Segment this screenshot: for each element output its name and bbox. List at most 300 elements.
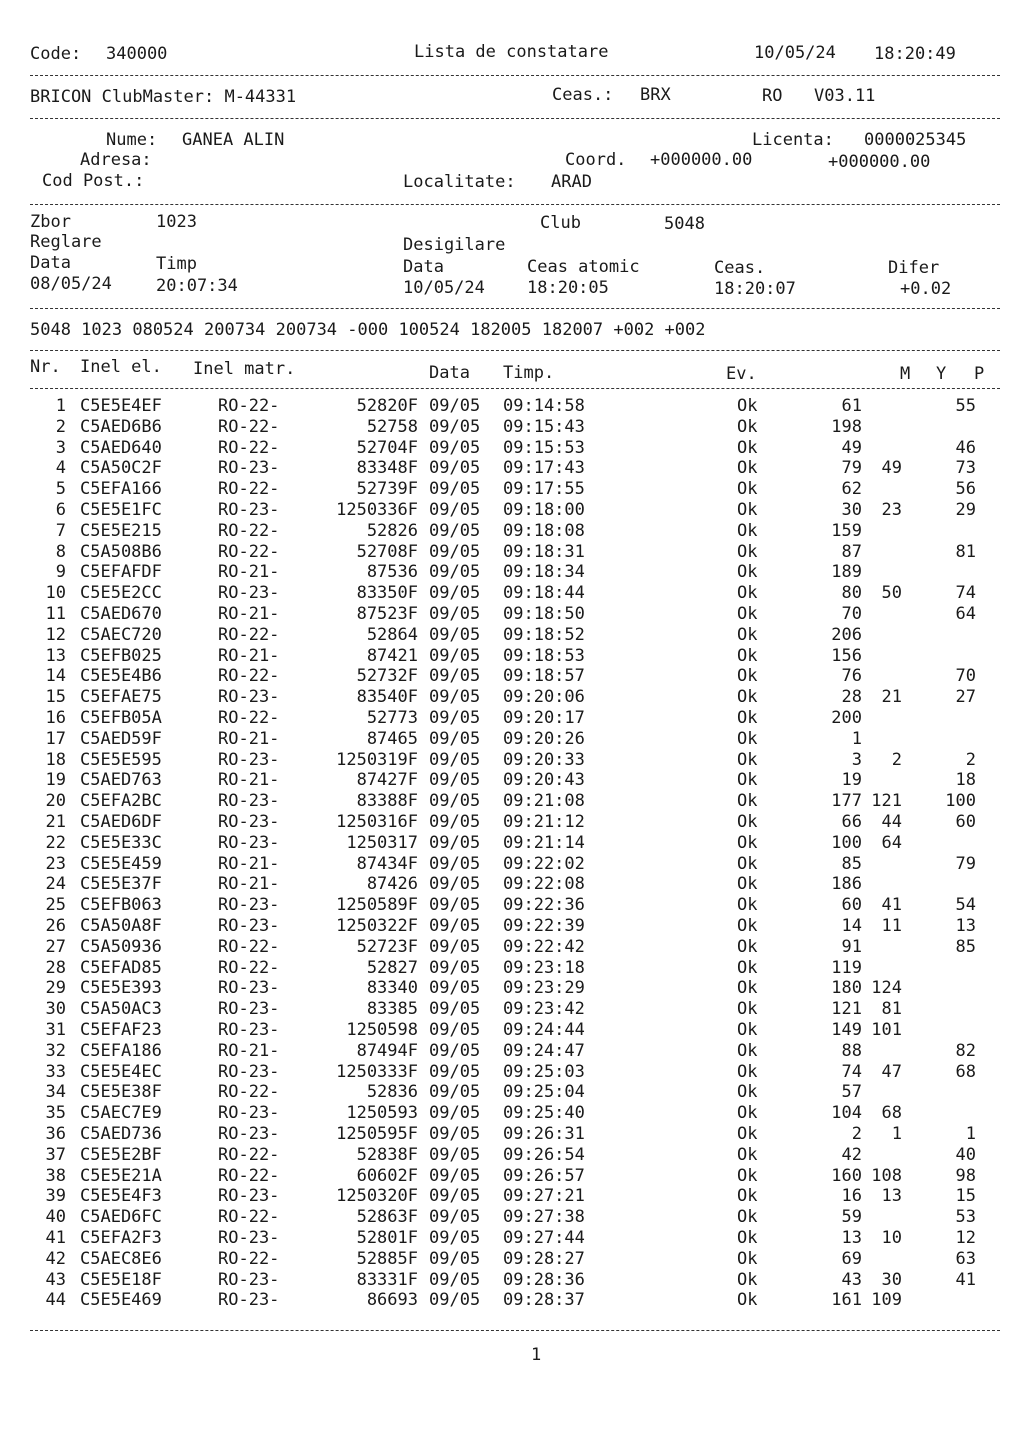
arrival-date: 09/05 xyxy=(429,1248,481,1269)
row-number: 18 xyxy=(45,749,66,770)
ring-number: 87427F xyxy=(356,770,418,791)
electronic-ring: C5EFAFDF xyxy=(80,562,162,583)
arrival-date: 09/05 xyxy=(429,728,481,749)
electronic-ring: C5A50C2F xyxy=(80,458,162,479)
row-number: 36 xyxy=(45,1124,66,1144)
table-row xyxy=(0,562,1024,583)
ring-prefix: RO-23- xyxy=(218,978,280,999)
event-status: Ok xyxy=(737,728,758,749)
table-row xyxy=(0,438,1024,459)
rank-m: 42 xyxy=(841,1144,862,1165)
arrival-time: 09:22:08 xyxy=(503,874,585,895)
table-row xyxy=(0,1062,1024,1083)
postal-code-label: Cod Post.: xyxy=(42,171,145,191)
arrival-time: 09:25:40 xyxy=(503,1103,585,1124)
ring-number: 1250319F xyxy=(336,749,418,770)
table-row xyxy=(0,978,1024,999)
row-number: 20 xyxy=(45,791,66,812)
electronic-ring: C5E5E18F xyxy=(80,1269,162,1290)
arrival-date: 09/05 xyxy=(429,916,481,936)
ring-number: 52836 xyxy=(366,1082,418,1103)
event-status: Ok xyxy=(737,916,758,936)
row-number: 39 xyxy=(45,1186,66,1207)
flight-number: 1023 xyxy=(156,212,197,232)
rank-m: 60 xyxy=(841,895,862,916)
event-status: Ok xyxy=(737,500,758,520)
electronic-ring: C5AEC7E9 xyxy=(80,1103,162,1124)
arrival-date: 09/05 xyxy=(429,437,481,458)
ring-number: 83388F xyxy=(356,791,418,812)
ring-number: 83350F xyxy=(356,583,418,604)
ring-number: 52863F xyxy=(356,1207,418,1228)
table-row xyxy=(0,958,1024,979)
row-number: 38 xyxy=(45,1165,66,1186)
arrival-date: 09/05 xyxy=(429,1020,481,1040)
row-number: 43 xyxy=(45,1269,66,1290)
arrival-time: 09:20:17 xyxy=(503,708,585,728)
ring-prefix: RO-22- xyxy=(218,957,280,978)
ring-number: 52773 xyxy=(366,708,418,728)
ring-prefix: RO-21- xyxy=(218,770,280,791)
arrival-time: 09:22:39 xyxy=(503,916,585,936)
table-row xyxy=(0,1290,1024,1311)
rank-p: 56 xyxy=(955,479,976,500)
event-status: Ok xyxy=(737,936,758,957)
ring-prefix: RO-23- xyxy=(218,1061,280,1082)
row-number: 10 xyxy=(45,583,66,604)
ring-prefix: RO-21- xyxy=(218,645,280,666)
row-number: 42 xyxy=(45,1248,66,1269)
ring-prefix: RO-22- xyxy=(218,520,280,541)
ring-prefix: RO-22- xyxy=(218,936,280,957)
ring-prefix: RO-22- xyxy=(218,1165,280,1186)
arrival-time: 09:28:37 xyxy=(503,1290,585,1311)
ring-prefix: RO-22- xyxy=(218,666,280,687)
table-row xyxy=(0,1103,1024,1124)
code-label: Code: xyxy=(30,44,82,64)
event-status: Ok xyxy=(737,479,758,500)
rank-m: 80 xyxy=(841,583,862,604)
rank-m: 79 xyxy=(841,458,862,479)
rank-p: 82 xyxy=(955,1040,976,1061)
ring-prefix: RO-21- xyxy=(218,853,280,874)
arrival-time: 09:20:33 xyxy=(503,749,585,770)
table-row xyxy=(0,458,1024,479)
flight-label: Zbor xyxy=(30,212,71,232)
table-row xyxy=(0,791,1024,812)
ring-number: 1250320F xyxy=(336,1186,418,1207)
row-number: 2 xyxy=(55,416,66,437)
arrival-date: 09/05 xyxy=(429,853,481,874)
event-status: Ok xyxy=(737,791,758,812)
reglare-label: Reglare xyxy=(30,232,102,252)
ring-prefix: RO-23- xyxy=(218,749,280,770)
rank-m: 76 xyxy=(841,666,862,687)
ring-number: 1250589F xyxy=(336,895,418,916)
electronic-ring: C5AEC8E6 xyxy=(80,1248,162,1269)
ring-number: 52885F xyxy=(356,1248,418,1269)
event-status: Ok xyxy=(737,645,758,666)
desigilare-label: Desigilare xyxy=(403,235,506,255)
event-status: Ok xyxy=(737,895,758,916)
table-row xyxy=(0,500,1024,521)
row-number: 22 xyxy=(45,832,66,853)
event-status: Ok xyxy=(737,874,758,895)
rank-y: 50 xyxy=(881,583,902,604)
table-row xyxy=(0,1020,1024,1041)
rank-m: 57 xyxy=(841,1082,862,1103)
event-status: Ok xyxy=(737,1061,758,1082)
row-number: 11 xyxy=(45,604,66,624)
clock-value: BRX xyxy=(640,85,671,105)
electronic-ring: C5EFB025 xyxy=(80,645,162,666)
rank-p: 54 xyxy=(955,895,976,916)
rank-m: 14 xyxy=(841,916,862,936)
arrival-time: 09:21:14 xyxy=(503,832,585,853)
arrival-time: 09:26:57 xyxy=(503,1165,585,1186)
arrival-date: 09/05 xyxy=(429,541,481,562)
ring-number: 1250333F xyxy=(336,1061,418,1082)
arrival-date: 09/05 xyxy=(429,1165,481,1186)
arrival-time: 09:27:44 xyxy=(503,1228,585,1248)
rank-p: 40 xyxy=(955,1144,976,1165)
row-number: 37 xyxy=(45,1144,66,1165)
rank-y: 81 xyxy=(881,999,902,1020)
row-number: 3 xyxy=(55,437,66,458)
electronic-ring: C5EFAD85 xyxy=(80,957,162,978)
rank-y: 13 xyxy=(881,1186,902,1207)
ring-number: 52708F xyxy=(356,541,418,562)
arrival-time: 09:27:38 xyxy=(503,1207,585,1228)
rank-p: 53 xyxy=(955,1207,976,1228)
electronic-ring: C5E5E215 xyxy=(80,520,162,541)
arrival-date: 09/05 xyxy=(429,583,481,604)
electronic-ring: C5A50AC3 xyxy=(80,999,162,1020)
ring-number: 1250598 xyxy=(346,1020,418,1040)
ring-number: 52732F xyxy=(356,666,418,687)
rank-m: 159 xyxy=(831,520,862,541)
rank-m: 206 xyxy=(831,624,862,645)
rank-p: 18 xyxy=(955,770,976,791)
page-number: 1 xyxy=(531,1345,542,1365)
electronic-ring: C5E5E4EF xyxy=(80,396,162,416)
rank-m: 66 xyxy=(841,812,862,832)
table-row xyxy=(0,1082,1024,1103)
rank-m: 149 xyxy=(831,1020,862,1040)
rank-p: 68 xyxy=(955,1061,976,1082)
table-row xyxy=(0,708,1024,729)
ring-prefix: RO-23- xyxy=(218,999,280,1020)
arrival-time: 09:17:55 xyxy=(503,479,585,500)
row-number: 40 xyxy=(45,1207,66,1228)
table-row xyxy=(0,1124,1024,1145)
electronic-ring: C5E5E2CC xyxy=(80,583,162,604)
rank-m: 59 xyxy=(841,1207,862,1228)
rank-m: 161 xyxy=(831,1290,862,1311)
row-number: 32 xyxy=(45,1040,66,1061)
arrival-time: 09:28:36 xyxy=(503,1269,585,1290)
electronic-ring: C5E5E21A xyxy=(80,1165,162,1186)
event-status: Ok xyxy=(737,624,758,645)
divider xyxy=(30,308,1000,309)
license-label: Licenta: xyxy=(752,130,834,150)
arrival-time: 09:20:26 xyxy=(503,728,585,749)
row-number: 27 xyxy=(45,936,66,957)
rank-y: 23 xyxy=(881,500,902,520)
event-status: Ok xyxy=(737,1082,758,1103)
row-number: 29 xyxy=(45,978,66,999)
arrival-time: 09:23:42 xyxy=(503,999,585,1020)
arrival-date: 09/05 xyxy=(429,936,481,957)
arrival-time: 09:18:00 xyxy=(503,500,585,520)
ring-number: 52758 xyxy=(366,416,418,437)
rank-y: 2 xyxy=(891,749,902,770)
arrival-time: 09:23:29 xyxy=(503,978,585,999)
ring-prefix: RO-22- xyxy=(218,396,280,416)
arrival-time: 09:22:36 xyxy=(503,895,585,916)
arrival-time: 09:26:54 xyxy=(503,1144,585,1165)
event-status: Ok xyxy=(737,853,758,874)
row-number: 25 xyxy=(45,895,66,916)
rank-m: 198 xyxy=(831,416,862,437)
rank-m: 156 xyxy=(831,645,862,666)
arrival-time: 09:14:58 xyxy=(503,396,585,416)
rank-m: 19 xyxy=(841,770,862,791)
event-status: Ok xyxy=(737,1103,758,1124)
ring-prefix: RO-22- xyxy=(218,708,280,728)
ring-number: 52723F xyxy=(356,936,418,957)
rank-p: 60 xyxy=(955,812,976,832)
event-status: Ok xyxy=(737,1165,758,1186)
event-status: Ok xyxy=(737,1269,758,1290)
event-status: Ok xyxy=(737,666,758,687)
arrival-time: 09:24:44 xyxy=(503,1020,585,1040)
col-header-inel-el: Inel el. xyxy=(80,357,162,377)
ring-number: 86693 xyxy=(366,1290,418,1311)
table-row xyxy=(0,750,1024,771)
atomic-clock-label: Ceas atomic xyxy=(527,257,640,277)
rank-y: 101 xyxy=(871,1020,902,1040)
ring-prefix: RO-22- xyxy=(218,437,280,458)
rank-m: 88 xyxy=(841,1040,862,1061)
electronic-ring: C5EFB063 xyxy=(80,895,162,916)
col-header-m: M xyxy=(900,364,911,384)
electronic-ring: C5AED736 xyxy=(80,1124,162,1144)
difference-value: +0.02 xyxy=(900,279,952,299)
ring-prefix: RO-21- xyxy=(218,728,280,749)
electronic-ring: C5E5E4F3 xyxy=(80,1186,162,1207)
rank-p: 1 xyxy=(965,1124,976,1144)
rank-m: 1 xyxy=(851,728,862,749)
rank-y: 49 xyxy=(881,458,902,479)
event-status: Ok xyxy=(737,957,758,978)
arrival-time: 09:18:08 xyxy=(503,520,585,541)
row-number: 1 xyxy=(55,396,66,416)
electronic-ring: C5A50A8F xyxy=(80,916,162,936)
rank-y: 47 xyxy=(881,1061,902,1082)
arrival-date: 09/05 xyxy=(429,687,481,708)
event-status: Ok xyxy=(737,604,758,624)
electronic-ring: C5AED670 xyxy=(80,604,162,624)
ring-prefix: RO-23- xyxy=(218,500,280,520)
ring-prefix: RO-21- xyxy=(218,604,280,624)
ring-prefix: RO-22- xyxy=(218,479,280,500)
electronic-ring: C5AED6DF xyxy=(80,812,162,832)
ring-number: 83331F xyxy=(356,1269,418,1290)
ring-number: 87426 xyxy=(366,874,418,895)
divider xyxy=(30,204,1000,205)
ring-prefix: RO-23- xyxy=(218,812,280,832)
print-time: 18:20:49 xyxy=(874,44,956,64)
row-number: 41 xyxy=(45,1228,66,1248)
ring-number: 87494F xyxy=(356,1040,418,1061)
arrival-time: 09:22:42 xyxy=(503,936,585,957)
rank-p: 64 xyxy=(955,604,976,624)
arrival-date: 09/05 xyxy=(429,874,481,895)
club-label: Club xyxy=(540,213,581,233)
row-number: 44 xyxy=(45,1290,66,1311)
col-header-data: Data xyxy=(429,363,470,383)
arrival-date: 09/05 xyxy=(429,416,481,437)
row-number: 9 xyxy=(55,562,66,583)
reglare-time: 20:07:34 xyxy=(156,276,238,296)
table-row xyxy=(0,854,1024,875)
rank-m: 49 xyxy=(841,437,862,458)
version: V03.11 xyxy=(814,86,876,106)
rank-y: 1 xyxy=(891,1124,902,1144)
row-number: 13 xyxy=(45,645,66,666)
arrival-date: 09/05 xyxy=(429,520,481,541)
arrival-time: 09:18:31 xyxy=(503,541,585,562)
desig-clock-time: 18:20:07 xyxy=(714,279,796,299)
event-status: Ok xyxy=(737,1040,758,1061)
arrival-time: 09:18:44 xyxy=(503,583,585,604)
electronic-ring: C5AEC720 xyxy=(80,624,162,645)
arrival-date: 09/05 xyxy=(429,645,481,666)
arrival-date: 09/05 xyxy=(429,1186,481,1207)
rank-m: 74 xyxy=(841,1061,862,1082)
clock-label: Ceas.: xyxy=(552,85,614,105)
rank-y: 41 xyxy=(881,895,902,916)
rank-m: 177 xyxy=(831,791,862,812)
rank-m: 121 xyxy=(831,999,862,1020)
coord-1: +000000.00 xyxy=(650,150,753,170)
arrival-time: 09:20:43 xyxy=(503,770,585,791)
table-row xyxy=(0,1207,1024,1228)
rank-y: 108 xyxy=(871,1165,902,1186)
divider xyxy=(30,388,1000,389)
arrival-date: 09/05 xyxy=(429,978,481,999)
rank-m: 61 xyxy=(841,396,862,416)
table-row xyxy=(0,625,1024,646)
row-number: 16 xyxy=(45,708,66,728)
arrival-time: 09:18:52 xyxy=(503,624,585,645)
arrival-time: 09:15:43 xyxy=(503,416,585,437)
event-status: Ok xyxy=(737,1207,758,1228)
electronic-ring: C5E5E4B6 xyxy=(80,666,162,687)
rank-y: 21 xyxy=(881,687,902,708)
col-header-timp: Timp. xyxy=(503,363,555,383)
rank-p: 12 xyxy=(955,1228,976,1248)
rank-m: 87 xyxy=(841,541,862,562)
event-status: Ok xyxy=(737,1144,758,1165)
print-date: 10/05/24 xyxy=(754,43,836,63)
ring-number: 83385 xyxy=(366,999,418,1020)
ring-number: 52827 xyxy=(366,957,418,978)
arrival-time: 09:15:53 xyxy=(503,437,585,458)
name-label: Nume: xyxy=(106,130,158,150)
ring-prefix: RO-21- xyxy=(218,562,280,583)
arrival-time: 09:21:08 xyxy=(503,791,585,812)
electronic-ring: C5AED763 xyxy=(80,770,162,791)
ring-prefix: RO-22- xyxy=(218,1248,280,1269)
rank-m: 119 xyxy=(831,957,862,978)
electronic-ring: C5AED6B6 xyxy=(80,416,162,437)
event-status: Ok xyxy=(737,1124,758,1144)
event-status: Ok xyxy=(737,1290,758,1311)
ring-number: 87536 xyxy=(366,562,418,583)
table-row xyxy=(0,1270,1024,1291)
event-status: Ok xyxy=(737,520,758,541)
rank-m: 186 xyxy=(831,874,862,895)
arrival-date: 09/05 xyxy=(429,895,481,916)
arrival-date: 09/05 xyxy=(429,604,481,624)
table-row xyxy=(0,895,1024,916)
ring-prefix: RO-22- xyxy=(218,1144,280,1165)
arrival-time: 09:23:18 xyxy=(503,957,585,978)
electronic-ring: C5EFA2BC xyxy=(80,791,162,812)
col-header-ev: Ev. xyxy=(726,364,757,384)
electronic-ring: C5A50936 xyxy=(80,936,162,957)
arrival-date: 09/05 xyxy=(429,770,481,791)
ring-number: 87465 xyxy=(366,728,418,749)
ring-prefix: RO-21- xyxy=(218,874,280,895)
event-status: Ok xyxy=(737,1186,758,1207)
ring-number: 87421 xyxy=(366,645,418,666)
ring-prefix: RO-22- xyxy=(218,1207,280,1228)
license-number: 0000025345 xyxy=(864,130,967,150)
event-status: Ok xyxy=(737,999,758,1020)
ring-prefix: RO-23- xyxy=(218,1186,280,1207)
row-number: 4 xyxy=(55,458,66,479)
rank-y: 64 xyxy=(881,832,902,853)
ring-prefix: RO-23- xyxy=(218,1020,280,1040)
rank-p: 74 xyxy=(955,583,976,604)
clock-col-label: Ceas. xyxy=(714,258,766,278)
rank-p: 81 xyxy=(955,541,976,562)
arrival-date: 09/05 xyxy=(429,1103,481,1124)
arrival-date: 09/05 xyxy=(429,396,481,416)
col-header-nr: Nr. xyxy=(30,357,61,377)
col-header-y: Y xyxy=(936,364,947,384)
electronic-ring: C5EFA186 xyxy=(80,1040,162,1061)
arrival-time: 09:18:53 xyxy=(503,645,585,666)
electronic-ring: C5E5E37F xyxy=(80,874,162,895)
electronic-ring: C5E5E1FC xyxy=(80,500,162,520)
ring-number: 60602F xyxy=(356,1165,418,1186)
arrival-date: 09/05 xyxy=(429,812,481,832)
arrival-date: 09/05 xyxy=(429,1269,481,1290)
system-name: BRICON ClubMaster: M-44331 xyxy=(30,87,297,107)
row-number: 31 xyxy=(45,1020,66,1040)
table-row xyxy=(0,666,1024,687)
electronic-ring: C5EFAE75 xyxy=(80,687,162,708)
ring-number: 1250593 xyxy=(346,1103,418,1124)
arrival-date: 09/05 xyxy=(429,749,481,770)
table-row xyxy=(0,833,1024,854)
table-row xyxy=(0,1249,1024,1270)
row-number: 15 xyxy=(45,687,66,708)
